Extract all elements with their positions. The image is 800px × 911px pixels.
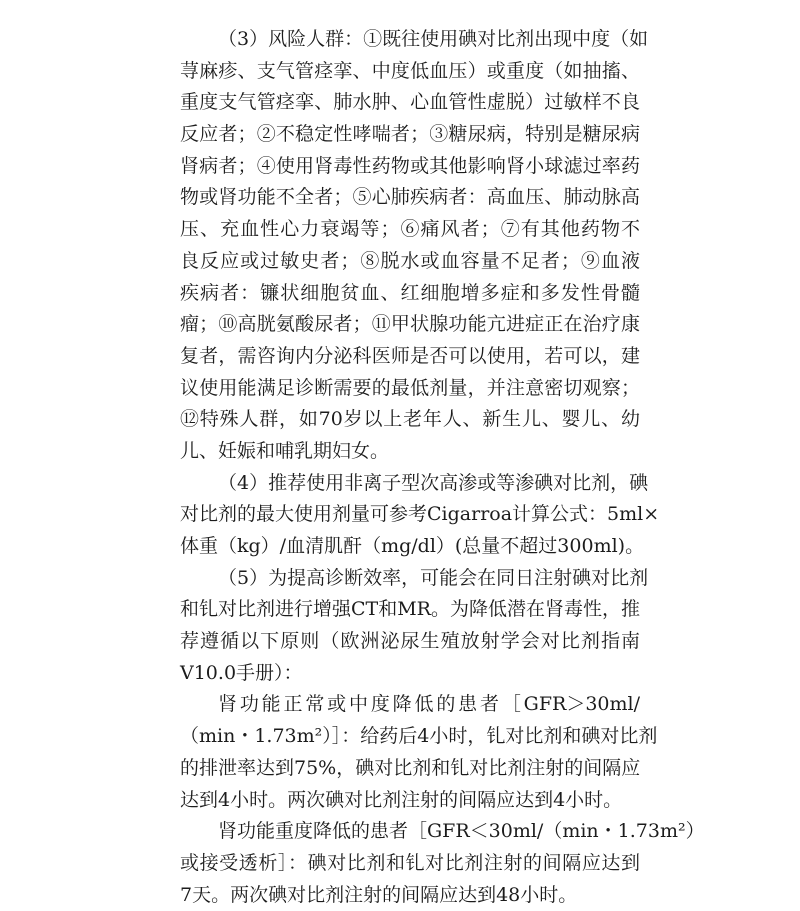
paragraph-dose-recommendation [180,468,660,563]
text-line: 议使用能满足诊断需要的最低剂量，并注意密切观察； [180,376,640,399]
text-line: （min・1.73m²）］：给药后4小时，钆对比剂和碘对比剂 [180,725,658,748]
text-line: 达到4小时。两次碘对比剂注射的间隔应达到4小时。 [180,788,623,811]
text-line: （5）为提高诊断效率，可能会在同日注射碘对比剂 [218,566,649,589]
text-line: 荐遵循以下原则（欧洲泌尿生殖放射学会对比剂指南 [180,630,640,653]
text-line: （4）推荐使用非离子型次高渗或等渗碘对比剂，碘 [218,471,649,494]
text-line: 肾功能重度降低的患者［GFR＜30ml/（min・1.73m²） [218,820,705,843]
text-line: 重度支气管痉挛、肺水肿、心血管性虚脱）过敏样不良 [180,91,640,114]
text-line: 瘤；⑩高胱氨酸尿者；⑪甲状腺功能亢进症正在治疗康 [180,313,640,336]
text-line: 和钆对比剂进行增强CT和MR。为降低潜在肾毒性，推 [180,598,640,621]
text-line: 体重（kg）/血清肌酐（mg/dl）(总量不超过300ml)。 [180,535,645,557]
text-line: 反应者；②不稳定性哮喘者；③糖尿病，特别是糖尿病 [180,123,640,146]
text-line: ⑫特殊人群，如70岁以上老年人、新生儿、婴儿、幼 [180,408,640,431]
paragraph-normal-renal-function [180,689,658,816]
text-line: 良反应或过敏史者；⑧脱水或血容量不足者；⑨血液 [180,249,640,272]
text-line: 肾功能正常或中度降低的患者［GFR＞30ml/ [218,693,640,716]
text-line: 儿、妊娠和哺乳期妇女。 [180,439,390,462]
text-line: 疾病者：镰状细胞贫血、红细胞增多症和多发性骨髓 [180,281,640,304]
text-line: 肾病者；④使用肾毒性药物或其他影响肾小球滤过率药 [180,154,640,177]
paragraph-risk-groups [180,24,649,468]
text-line: 物或肾功能不全者；⑤心肺疾病者：高血压、肺动脉高 [180,186,640,209]
text-line: 对比剂的最大使用剂量可参考Cigarroa计算公式：5ml× [180,503,660,526]
text-line: 荨麻疹、支气管痉挛、中度低血压）或重度（如抽搐、 [180,59,640,82]
document-page [180,24,705,911]
text-line: （3）风险人群：①既往使用碘对比剂出现中度（如 [218,28,649,50]
paragraph-same-day-injection [180,563,649,690]
text-line: 压、充血性心力衰竭等；⑥痛风者；⑦有其他药物不 [180,218,640,241]
text-line: V10.0手册）： [180,661,303,684]
text-line: 复者，需咨询内分泌科医师是否可以使用，若可以，建 [180,344,640,367]
text-line: 或接受透析］：碘对比剂和钆对比剂注射的间隔应达到 [180,851,640,874]
text-line: 的排泄率达到75%，碘对比剂和钆对比剂注射的间隔应 [180,756,641,779]
text-line: 7天。两次碘对比剂注射的间隔应达到48小时。 [180,883,578,906]
paragraph-severe-renal-impairment [180,816,705,911]
